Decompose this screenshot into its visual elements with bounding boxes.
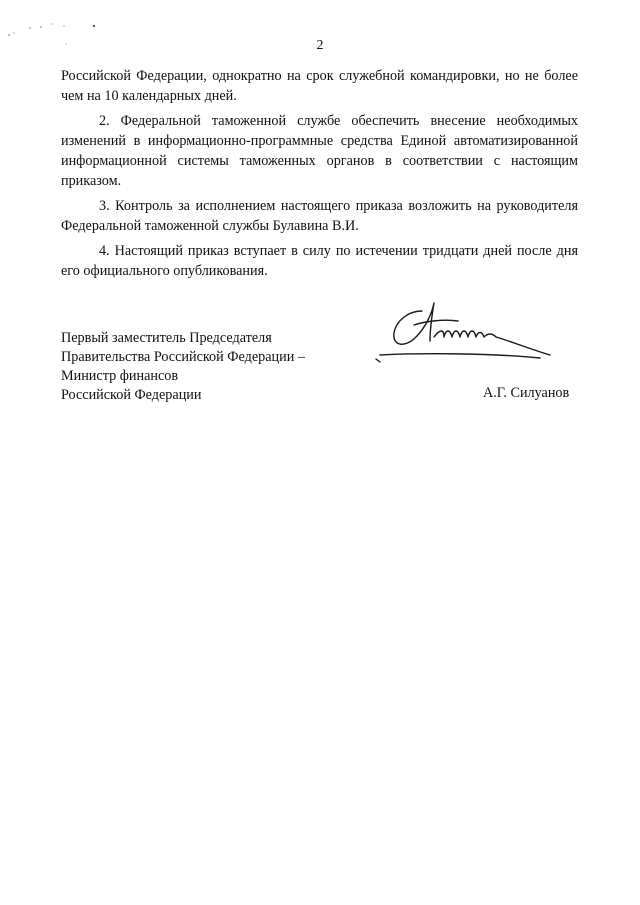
paragraph-2: 2. Федеральной таможенной службе обеспечить внесение необходимых изменений в информационно-программные средства Единой автоматизированной информационной системы таможенных органов в соответствии с настоящим приказом. — [61, 113, 578, 189]
document-body — [61, 66, 578, 281]
signatory-name: А.Г. Силуанов — [483, 385, 570, 401]
page-number: 2 — [316, 38, 324, 53]
signatory-title-line: Российской Федерации — [61, 387, 202, 403]
signatory-title-line: Первый заместитель Председателя — [61, 330, 272, 346]
handwritten-signature — [360, 285, 560, 370]
signatory-title-line: Правительства Российской Федерации – — [61, 349, 305, 365]
signatory-title — [61, 329, 305, 405]
signatory-title-line: Министр финансов — [61, 368, 179, 384]
paragraph-continuation: Российской Федерации, однократно на срок служебной командировки, но не более чем на 10 календарных дней. — [61, 68, 578, 104]
paragraph-4: 4. Настоящий приказ вступает в силу по истечении тридцати дней после дня его официального опубликования. — [61, 243, 578, 279]
paragraph-3: 3. Контроль за исполнением настоящего приказа возложить на руководителя Федеральной таможенной службы Булавина В.И. — [61, 198, 578, 234]
